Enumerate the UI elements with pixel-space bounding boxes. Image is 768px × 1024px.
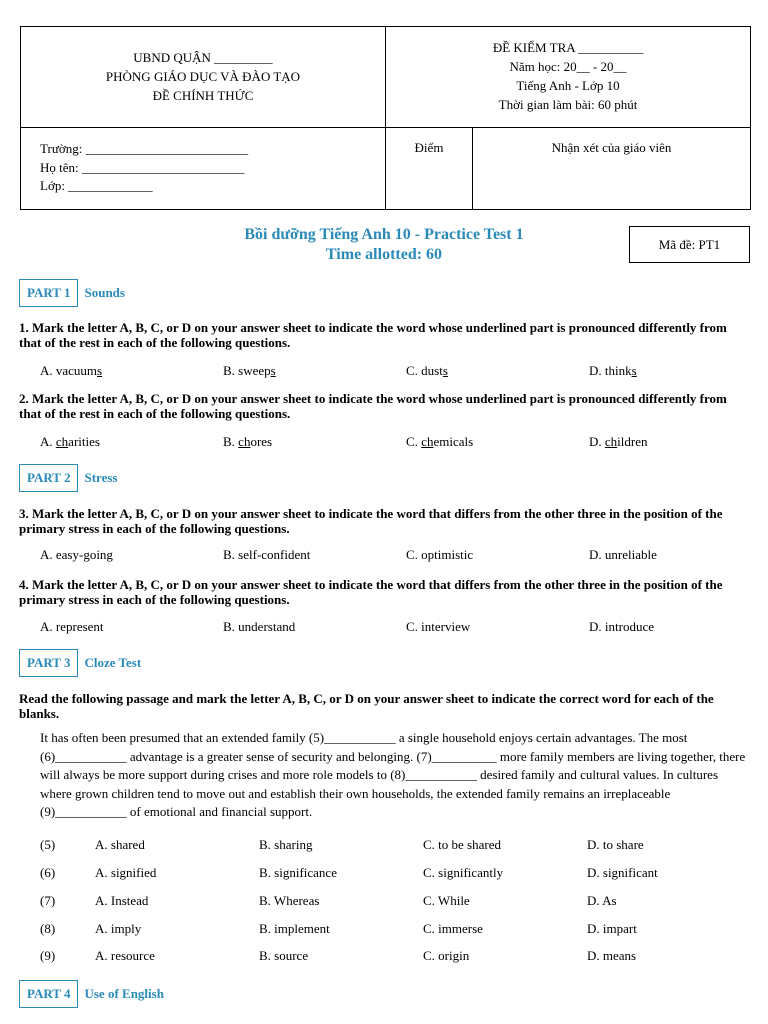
cloze-instruction: Read the following passage and mark the letter A, B, C, or D on your answer sheet to indicate the correct word for each of the blanks. — [19, 691, 714, 721]
comment-cell — [473, 128, 751, 210]
cloze-option-b: B. implement — [259, 921, 330, 936]
cloze-option-c: C. origin — [423, 948, 470, 963]
official-exam-line: ĐỀ CHÍNH THỨC — [152, 88, 254, 103]
part-1-heading — [19, 279, 125, 307]
cloze-option-d: D. As — [587, 893, 617, 908]
q1-option-a: A. vacuums — [40, 363, 103, 378]
name-field: Họ tên: _________________________ — [40, 159, 245, 175]
cloze-option-b: B. Whereas — [259, 893, 320, 908]
cloze-option-a: A. Instead — [95, 893, 149, 908]
q1-option-d: D. thinks — [589, 363, 637, 378]
q3-option-c: C. optimistic — [406, 547, 474, 562]
cloze-option-c: C. immerse — [423, 921, 483, 936]
part-4-heading — [19, 980, 164, 1008]
school-year-line: Năm học: 20__ - 20__ — [509, 59, 627, 74]
time-allotted: Time allotted: 60 — [325, 246, 443, 263]
cloze-option-b: B. sharing — [259, 837, 313, 852]
cloze-option-d: D. impart — [587, 921, 637, 936]
header-table — [20, 26, 751, 210]
test-title: Bồi dưỡng Tiếng Anh 10 - Practice Test 1 — [244, 226, 524, 243]
q4-option-b: B. understand — [223, 619, 296, 634]
cloze-option-b: B. significance — [259, 865, 337, 880]
q4-option-d: D. introduce — [589, 619, 654, 634]
part-name: Stress — [84, 470, 118, 485]
q3-option-d: D. unreliable — [589, 547, 657, 562]
cloze-option-c: C. significantly — [423, 865, 504, 880]
cloze-option-a: A. imply — [95, 921, 142, 936]
cloze-row-number: (7) — [40, 893, 56, 908]
question-2-text: 2. Mark the letter A, B, C, or D on your answer sheet to indicate the word whose underlined part is pronounced differently from that of the rest in each of the following questions. — [19, 391, 727, 421]
q2-option-c: C. chemicals — [406, 434, 474, 449]
cloze-option-b: B. source — [259, 948, 309, 963]
part-label: PART 2 — [19, 464, 78, 492]
header-right-cell — [386, 27, 751, 128]
cloze-row-number: (8) — [40, 921, 56, 936]
cloze-row-number: (6) — [40, 865, 56, 880]
cloze-option-d: D. means — [587, 948, 637, 963]
cloze-option-c: C. to be shared — [423, 837, 501, 852]
cloze-option-a: A. signified — [95, 865, 157, 880]
q4-option-c: C. interview — [406, 619, 471, 634]
teacher-comment-label: Nhận xét của giáo viên — [551, 140, 672, 155]
time-line: Thời gian làm bài: 60 phút — [498, 97, 638, 112]
part-name: Use of English — [84, 986, 164, 1001]
cloze-option-d: D. significant — [587, 865, 658, 880]
part-name: Sounds — [84, 285, 125, 300]
part-label: PART 1 — [19, 279, 78, 307]
q1-option-c: C. dusts — [406, 363, 448, 378]
q3-option-b: B. self-confident — [223, 547, 311, 562]
header-left-cell — [21, 27, 386, 128]
cloze-option-d: D. to share — [587, 837, 644, 852]
cloze-option-c: C. While — [423, 893, 470, 908]
cloze-option-a: A. shared — [95, 837, 145, 852]
q2-option-b: B. chores — [223, 434, 273, 449]
q1-option-b: B. sweeps — [223, 363, 276, 378]
exam-title-line: ĐỀ KIỂM TRA __________ — [492, 40, 644, 55]
part-2-heading — [19, 464, 117, 492]
score-cell — [386, 128, 473, 210]
part-3-heading — [19, 649, 141, 677]
exam-code-box: Mã đề: PT1 — [629, 226, 750, 263]
cloze-option-a: A. resource — [95, 948, 155, 963]
class-field: Lớp: _____________ — [40, 178, 153, 193]
q4-option-a: A. represent — [40, 619, 104, 634]
part-name: Cloze Test — [84, 655, 142, 670]
subject-line: Tiếng Anh - Lớp 10 — [516, 78, 620, 93]
score-label: Điểm — [414, 140, 444, 155]
part-label: PART 3 — [19, 649, 78, 677]
department-line: PHÒNG GIÁO DỤC VÀ ĐÀO TẠO — [105, 69, 301, 84]
student-info-cell — [21, 128, 386, 210]
question-1-text: 1. Mark the letter A, B, C, or D on your answer sheet to indicate the word whose underlined part is pronounced differently from that of the rest in each of the following questions. — [19, 320, 727, 350]
q3-option-a: A. easy-going — [40, 547, 113, 562]
q2-option-d: D. children — [589, 434, 648, 449]
q2-option-a: A. charities — [40, 434, 100, 449]
question-3-text: 3. Mark the letter A, B, C, or D on your answer sheet to indicate the word that differs from the other three in the position of the primary stress in each of the following questions. — [19, 506, 723, 536]
cloze-row-number: (9) — [40, 948, 56, 963]
question-4-text: 4. Mark the letter A, B, C, or D on your answer sheet to indicate the word that differs from the other three in the position of the primary stress in each of the following questions. — [19, 577, 723, 607]
cloze-row-number: (5) — [40, 837, 56, 852]
district-line: UBND QUẬN _________ — [133, 50, 273, 65]
cloze-passage: It has often been presumed that an extended family (5)___________ a single household enjoys certain advantages. The most (6)___________ advantage is a greater sense of security and belonging. (7)__________ more family members are living together, there will always be more support during crises and more role models to (8)___________ desired family and cultural values. In cultures where grown children tend to move out and establish their own households, the extended family remains an irreplaceable (9)___________ of emotional and financial support. — [40, 730, 746, 819]
school-field: Trường: _________________________ — [40, 141, 249, 156]
part-label: PART 4 — [19, 980, 78, 1008]
